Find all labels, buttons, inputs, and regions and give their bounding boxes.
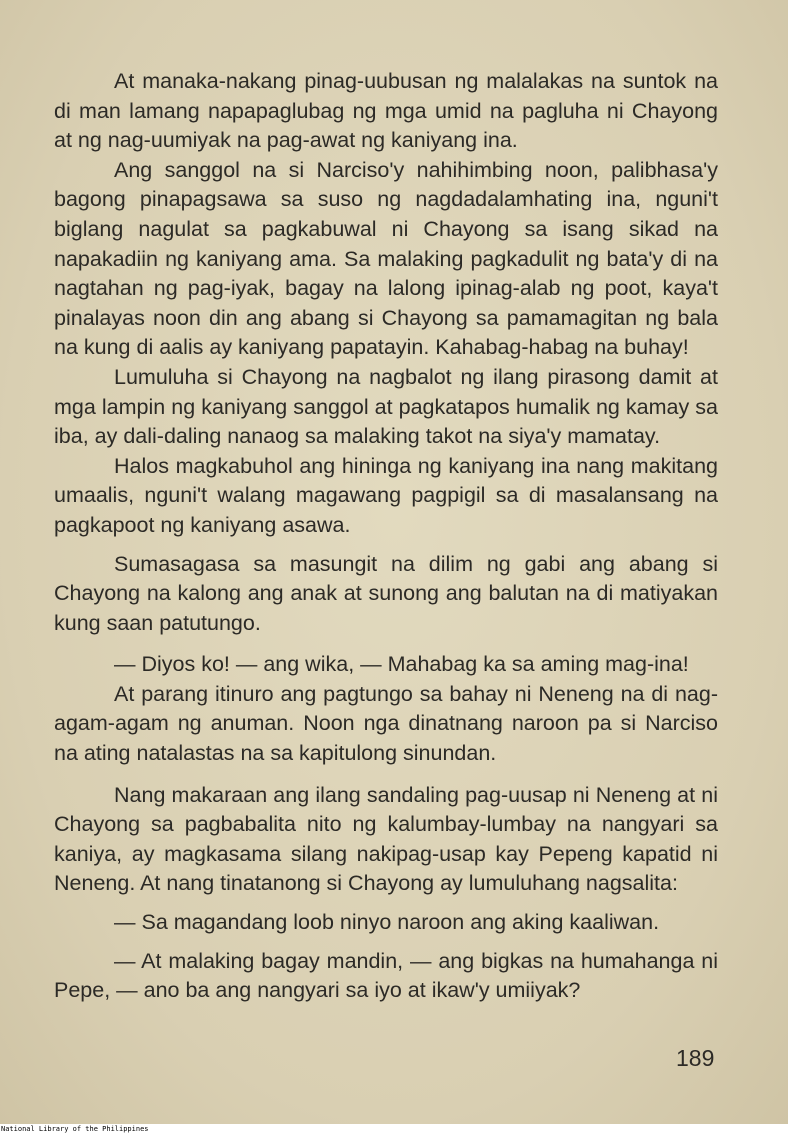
paragraph-7: At parang itinuro ang pagtungo sa bahay ni Neneng na di nag-agam-agam ng anuman. Noon nga dinatnang naroon pa si Narciso na ating natalastas na sa kapitulong sinundan. bbox=[54, 681, 718, 766]
paragraph-8: Nang makaraan ang ilang sandaling pag-uusap ni Neneng at ni Chayong sa pagbabalita nito ng kalumbay-lumbay na nangyari sa kaniya, ay magkasama silang nakipag-usap kay Pepeng kapatid ni Neneng. At nang tinatanong si Chayong ay lumuluhang nagsalita: bbox=[54, 782, 718, 896]
paragraph-3: Lumuluha si Chayong na nagbalot ng ilang pirasong damit at mga lampin ng kaniyang sanggol at pagkatapos humalik ng kamay sa iba, ay dali-daling nanaog sa malaking takot na siya'y mamatay. bbox=[54, 364, 718, 449]
paragraph-2: Ang sanggol na si Narciso'y nahihimbing noon, palibhasa'y bagong pinapagsawa sa suso ng nagdadalamhating ina, nguni't biglang nagulat sa pagkabuwal ni Chayong sa isang sikad na napakadiin ng kaniyang ama. Sa malaking pagkadulit ng bata'y di na nagtahan ng pag-iyak, bagay na lalong ipinag-alab ng poot, kaya't pinalayas noon din ang abang si Chayong sa pamamagitan ng bala na kung di aalis ay kaniyang papatayin. Kahabag-habag na buhay! bbox=[54, 157, 718, 360]
paragraph-5: Sumasagasa sa masungit na dilim ng gabi ang abang si Chayong na kalong ang anak at sunong ang balutan na di matiyakan kung saan patutungo. bbox=[54, 551, 718, 635]
paragraph-4: Halos magkabuhol ang hininga ng kaniyang ina nang makitang umaalis, nguni't walang magawang pagpigil sa di masalansang na pagkapoot ng kaniyang asawa. bbox=[54, 453, 718, 537]
page-number: 189 bbox=[676, 1045, 715, 1071]
paragraph-9: — Sa magandang loob ninyo naroon ang aking kaaliwan. bbox=[114, 910, 660, 935]
paragraph-1: At manaka-nakang pinag-uubusan ng malalakas na suntok na di man lamang napapaglubag ng mga umid na pagluha ni Chayong at ng nag-uumiyak na pag-awat ng kaniyang ina. bbox=[54, 69, 718, 153]
paragraph-6: — Diyos ko! — ang wika, — Mahabag ka sa aming mag-ina! bbox=[114, 652, 689, 677]
footer-credit: National Library of the Philippines bbox=[1, 1125, 149, 1133]
paragraph-10: — At malaking bagay mandin, — ang bigkas na humahanga ni Pepe, — ano ba ang nangyari sa iyo at ikaw'y umiiyak? bbox=[54, 948, 718, 1003]
body-text bbox=[54, 67, 718, 1006]
